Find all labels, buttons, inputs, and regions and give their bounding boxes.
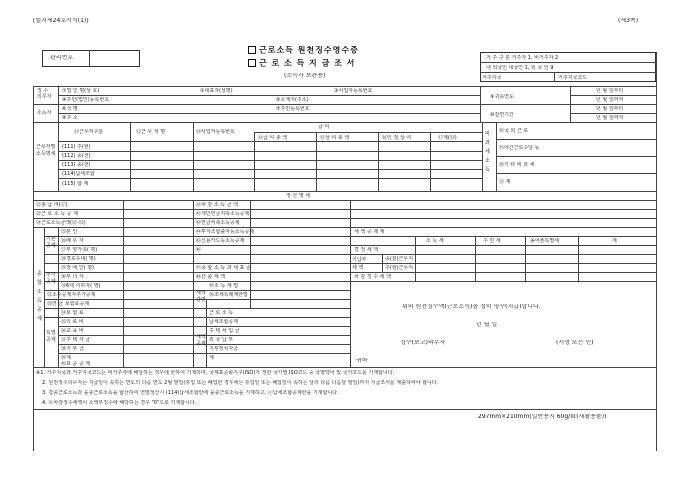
- reduce-group: 세액 감면: [196, 290, 206, 303]
- checkbox-icon: [248, 59, 256, 67]
- special-donation: ㊳기 부 금: [61, 346, 84, 352]
- work-row-current: (111) 주(현): [62, 144, 91, 150]
- tax-decided: 결 정 세 액: [354, 247, 379, 253]
- credit-earned: 근 로 소 득: [209, 310, 234, 316]
- certify-to: 귀하: [356, 358, 368, 364]
- payer-bizno-label: ③사업자등록번호: [334, 88, 373, 94]
- payer-rep-label: ②대표자(성명): [200, 88, 233, 94]
- work-col-bizno: ⑬사업자등록번호: [196, 129, 235, 135]
- title-payment: 근 로 소 득 지 급 조 서: [248, 59, 355, 67]
- special-sum: ㊴계: [61, 355, 71, 361]
- paper-spec: 297mm×210mm(일반용지 60g/㎡(재활용품)): [478, 414, 607, 420]
- work-col-name: ⑫근 무 처 명: [136, 129, 166, 135]
- calc-add-group: 추가 공제: [46, 272, 56, 285]
- tax-col-rural: 농어촌특별세: [530, 238, 559, 244]
- pay-col-deemed: ⑯인 정 상 여: [382, 135, 412, 141]
- period-from-1: 년 월 일부터: [596, 88, 624, 94]
- add-woman: ㉚부 녀 자: [61, 274, 84, 280]
- period-from-2: 년 월 일부터: [596, 106, 624, 112]
- tax-paid-current: 주(현)근무지: [385, 265, 414, 271]
- nontax-abroad: ⑱국 외 근 로: [499, 128, 529, 134]
- calc-side-group: 종 합 소 득 공 제: [37, 271, 42, 322]
- residency-row1: 거 주 구 분 거주자 1, 비거주자 2: [486, 55, 559, 61]
- mid-net-income: ㊶차 감 소 득 금 액: [196, 202, 238, 208]
- certify-signer: 징수(보고)의무자: [400, 340, 446, 346]
- earner-group-label: 소득자: [37, 110, 52, 116]
- tax-col-income: 소 득 세: [426, 238, 444, 244]
- special-medical: ㉟의 료 비: [61, 319, 84, 325]
- pay-col-total: ⑰계(⑬): [438, 135, 457, 141]
- work-row-prev2: (113) 종(전): [62, 162, 91, 168]
- certify-statement: 위의 원천징수액(근로소득)을 정히 영수(지급)합니다.: [402, 304, 541, 310]
- note-1: ※1. 거주지국과 거주지국코드는 비거주자에 해당하는 경우에 한하여 기재하며, 국제표준화기구(ISO)가 정한 국가별 ISO코드 중 국명약어 및 국가코드를 기재합니다.: [36, 370, 395, 376]
- misc-pension: ㉝연 금 보험료공제: [47, 301, 89, 307]
- payer-regno-label: ④주민(법인)등록번호: [62, 97, 110, 103]
- mid-personal-pension: ㊷개인연금저축소득공제: [196, 211, 250, 217]
- page-indicator: (제3쪽): [618, 18, 639, 24]
- period-exempt-label: ⑩감면기간: [490, 112, 514, 118]
- work-group-label: 근무처별 소득명세: [36, 144, 56, 157]
- tax-credit-total: 세 액 공 제 계: [354, 229, 385, 235]
- calc-header: 정 산 명 세: [286, 193, 311, 199]
- checkbox-icon: [248, 46, 256, 54]
- payer-address-label: ⑤소재지(주소): [276, 97, 309, 103]
- calc-basic-group: 기본 공제: [46, 236, 56, 249]
- note-3: 3. 갑종근로소득과 을종근로소득을 합산하여 연말정산시 (114)납세조합란에 을종근로소득을 기재하고, ⓐ납세조합공제란을 기재합니다.: [42, 390, 339, 396]
- nontax-other: ⑳기 타 비 과 세: [499, 162, 535, 168]
- tax-paid-group: 기납부 세 액: [352, 257, 367, 271]
- mid-pension-saving: ㊸연금저축소득공제: [196, 220, 240, 226]
- pay-col-salary: ⑭급 여 총 액: [258, 135, 288, 141]
- calc-earned-deduction: ㉓근 로 소 득 공 제: [36, 211, 78, 217]
- note-2: 2. 원천징수의무자는 지급일이 속하는 연도의 다음 연도 2월 말일(휴업 또는 폐업한 경우에는 휴업일 또는 폐업일이 속하는 달의 다음 다음달 말일)까지 지급조서를 제출하여야 합니다.: [42, 380, 439, 386]
- work-col-type: ⑪근무처구분: [74, 129, 104, 135]
- tax-paid-prev: 종(전)근무지: [385, 256, 414, 262]
- period-to-1: 년 월 일까지: [596, 97, 624, 103]
- nontax-night: ⑲야간근로수당 등: [499, 145, 540, 151]
- nontax-total: ㉑ 계: [499, 179, 511, 185]
- reduce-income-tax: ㊾소 득 세 법: [209, 283, 239, 289]
- title-withholding: 근로소득 원천징수영수증: [248, 46, 359, 54]
- earner-address-label: ⑧주 소: [62, 115, 78, 121]
- basic-spouse: ㉖배 우 자: [61, 238, 84, 244]
- residency-country: 거주지국: [482, 75, 502, 81]
- work-row-total: (115) 합 계: [62, 181, 89, 187]
- form-id: [별지제24호서식(1)]: [33, 18, 89, 24]
- credit-union: 납세조합공제: [209, 319, 238, 325]
- tax-col-total: 계: [612, 238, 617, 244]
- credit-foreign: 외 국 납 부: [209, 337, 234, 343]
- residency-row2: 내 외국인 내국인 1, 외 국 인 9: [486, 65, 554, 71]
- note-4: 4. ⓑ차감징수세액이 소액부징수에 해당하는 경우 "0"으로 기재합니다.: [42, 400, 197, 406]
- special-standard: ㊵표 준 공 제: [61, 361, 91, 367]
- add-elderly: ㉘경로우대( 명): [61, 256, 96, 262]
- certify-seal: (서명 또는 인): [556, 340, 594, 346]
- tax-col-resident: 주 민 세: [483, 238, 501, 244]
- nontax-group-label: 비 과 세 소 득: [485, 131, 490, 173]
- credit-sum: 계: [209, 355, 214, 361]
- payer-name-label: ①법 인 명(상 호): [62, 88, 100, 94]
- credit-housing: 주 택 차 입 금: [209, 328, 240, 334]
- credit-group: 세액 공제: [196, 334, 206, 347]
- basic-self: ㉕본 인: [61, 229, 78, 235]
- misc-few: ㉜소수공제자추가공제: [47, 292, 96, 298]
- mid-credit-card: ㊺신용카드등소득공제: [196, 238, 245, 244]
- calc-special-group: 특별 공제: [46, 330, 56, 343]
- subtitle: (소득자 보관용): [284, 73, 326, 79]
- mid-investment: ㊹투자조합출자등소득공제: [196, 229, 255, 235]
- mgmt-label: 관리번호: [50, 55, 74, 61]
- work-row-union: (114)납세조합: [62, 171, 95, 177]
- special-housing: ㊲주 택 자 금: [61, 337, 91, 343]
- tax-deduct: 차 감 징 수 세 액: [354, 274, 391, 280]
- work-row-prev1: (112) 종(전): [62, 153, 91, 159]
- credit-political: 기부정치자금: [209, 346, 238, 352]
- special-education: ㊱교 육 비: [61, 328, 84, 334]
- certify-date: 년 월 일: [476, 322, 498, 328]
- payer-group-label: 징 수 의무자: [37, 88, 52, 100]
- pay-header: 급 여: [318, 124, 330, 130]
- earner-regno-label: ⑦주민등록번호: [276, 106, 310, 112]
- special-insurance: ㉞보 험 료: [61, 310, 84, 316]
- calc-total-pay: ㉒총 급 여(⑰): [36, 202, 68, 208]
- mid-blank: ㊻: [196, 247, 202, 253]
- add-child: ㉛6세 이하자( 명): [61, 283, 101, 289]
- pay-col-bonus: ⑮상 여 총 액: [320, 135, 350, 141]
- period-to-2: 년 월 일까지: [596, 115, 624, 121]
- reduce-special: ㊿조세특례제한법: [209, 292, 248, 298]
- basic-dependent: ㉗부 양가족( 명): [61, 247, 98, 253]
- earner-name-label: ⑥성 명: [62, 106, 78, 112]
- add-disabled: ㉙장 애 인( 명): [61, 265, 94, 271]
- residency-country-code: 거주지국코드: [558, 75, 587, 81]
- calc-earned-amount: ㉔근로소득금액(㉒-㉓): [36, 220, 86, 226]
- mid-tax-base: ㊼종 합 소 득 과 세 표 준: [196, 265, 251, 271]
- mid-calculated-tax: ㊽산 출 세 액: [196, 274, 226, 280]
- period-year-label: ⑨귀속연도: [490, 94, 514, 100]
